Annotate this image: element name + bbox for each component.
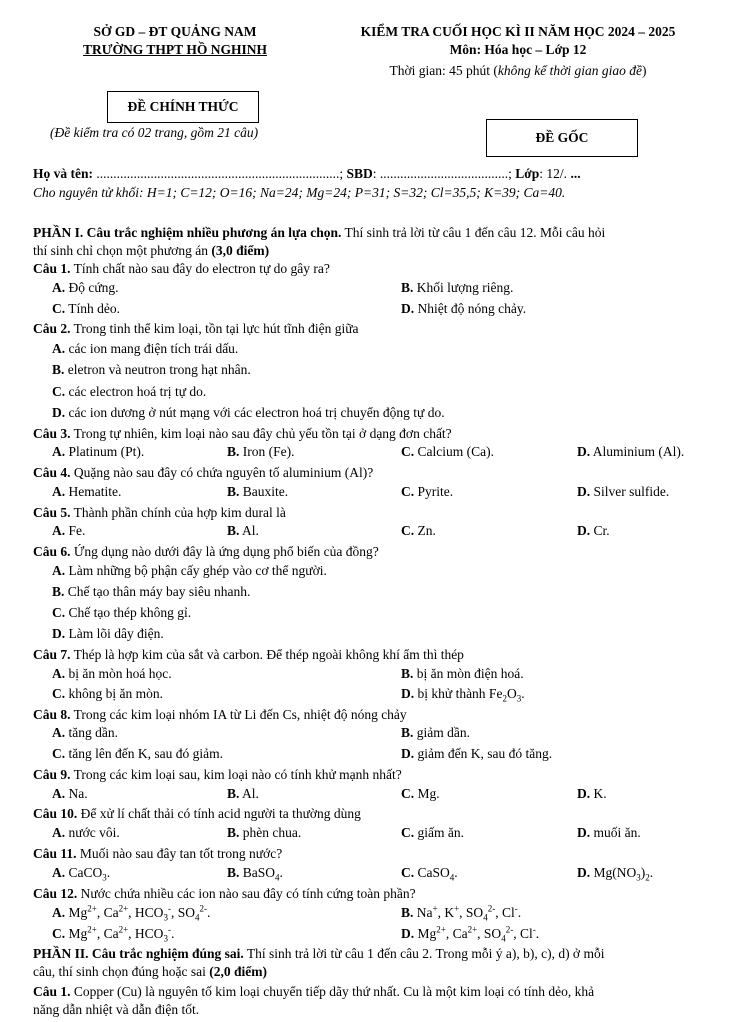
subscript: 2 xyxy=(645,872,650,883)
question-number: Câu 11. xyxy=(33,846,77,861)
option-text: Silver sulfide. xyxy=(590,484,670,499)
option-letter: D. xyxy=(577,825,591,840)
option-text: bị khử thành Fe xyxy=(414,686,503,701)
option-text: nước vôi. xyxy=(65,825,120,840)
q11-option-c[interactable] xyxy=(401,865,458,881)
question-text: Nước chứa nhiều các ion nào sau đây có tính cứng toàn phần? xyxy=(77,886,416,901)
option-text: giảm dần. xyxy=(413,725,471,740)
question-number: Câu 5. xyxy=(33,505,71,520)
superscript: 2+ xyxy=(118,903,129,914)
option-text: Platinum (Pt). xyxy=(65,444,145,459)
option-text: . xyxy=(170,926,175,941)
q3-option-b[interactable] xyxy=(227,444,295,460)
q3-option-d[interactable] xyxy=(577,444,684,460)
option-letter: C. xyxy=(401,865,415,880)
option-text: Độ cứng. xyxy=(65,280,119,295)
q8-option-b[interactable] xyxy=(401,725,470,741)
ion: , Cl xyxy=(495,905,515,920)
option-letter: A. xyxy=(52,484,66,499)
q6-option-c[interactable] xyxy=(52,605,191,621)
option-letter: D. xyxy=(401,746,415,761)
q2-option-b[interactable] xyxy=(52,362,251,378)
q12-option-a[interactable] xyxy=(52,905,210,921)
option-text: . xyxy=(517,905,522,920)
option-text: CaSO xyxy=(414,865,450,880)
subscript: 2 xyxy=(502,693,507,704)
option-letter: C. xyxy=(52,605,66,620)
option-text: phèn chua. xyxy=(239,825,302,840)
q7-option-b[interactable] xyxy=(401,666,524,682)
question-4 xyxy=(33,465,373,481)
question-text: Quặng nào sau đây có chứa nguyên tố aluminium (Al)? xyxy=(70,465,374,480)
option-letter: C. xyxy=(401,523,415,538)
option-letter: B. xyxy=(227,523,240,538)
option-text: Calcium (Ca). xyxy=(414,444,494,459)
q4-option-b[interactable] xyxy=(227,484,288,500)
q10-option-a[interactable] xyxy=(52,825,120,841)
official-exam-box xyxy=(107,91,259,123)
option-letter: B. xyxy=(227,786,240,801)
name-label: Họ và tên: xyxy=(33,166,93,181)
department-name: SỞ GD – ĐT QUẢNG NAM xyxy=(93,24,257,39)
option-letter: D. xyxy=(401,686,415,701)
atomic-masses: Cho nguyên tử khối: H=1; C=12; O=16; Na=24; Mg=24; P=31; S=32; Cl=35,5; K=39; Ca=40. xyxy=(33,185,566,200)
q11-option-b[interactable] xyxy=(227,865,283,881)
option-text: Zn. xyxy=(414,523,436,538)
option-letter: D. xyxy=(401,926,415,941)
part2-desc: Thí sinh trả lời từ câu 1 đến câu 2. Trong mỗi ý a), b), c), d) ở mỗi xyxy=(243,946,605,961)
part2-desc-2: câu, thí sinh chọn đúng hoặc sai xyxy=(33,964,210,979)
ion: , HCO xyxy=(128,905,164,920)
part1-heading xyxy=(33,225,605,241)
question-text: Để xử lí chất thải có tính acid người ta thường dùng xyxy=(77,806,361,821)
option-text: . xyxy=(279,865,283,880)
option-text: muối ăn. xyxy=(590,825,641,840)
question-text: Trong các kim loại sau, kim loại nào có tính khử mạnh nhất? xyxy=(70,767,402,782)
option-text: Khối lượng riêng. xyxy=(413,280,514,295)
ion: , SO xyxy=(170,905,195,920)
ion: Mg xyxy=(65,926,88,941)
question-number: Câu 7. xyxy=(33,647,71,662)
question-number: Câu 1. xyxy=(33,984,71,999)
superscript: 2+ xyxy=(87,924,97,935)
q9-option-d[interactable] xyxy=(577,786,607,802)
q2-option-a[interactable] xyxy=(52,341,238,357)
option-letter: B. xyxy=(52,584,65,599)
option-text: bị ăn mòn điện hoá. xyxy=(413,666,524,681)
school-name: TRƯỜNG THPT HỒ NGHINH xyxy=(83,42,267,57)
subscript: 4 xyxy=(194,912,200,923)
option-letter: D. xyxy=(52,626,66,641)
superscript: 2- xyxy=(487,903,496,914)
pages-note: (Đề kiểm tra có 02 trang, gồm 21 câu) xyxy=(50,125,259,140)
part2-question-1 xyxy=(33,984,594,1000)
superscript: 2+ xyxy=(87,903,97,914)
option-letter: A. xyxy=(52,444,66,459)
question-7 xyxy=(33,647,464,663)
option-letter: D. xyxy=(577,484,591,499)
q7-option-d[interactable] xyxy=(401,686,525,702)
part2-heading-line2 xyxy=(33,964,267,980)
superscript: + xyxy=(432,903,438,914)
time-prefix: Thời gian: 45 phút ( xyxy=(389,63,498,78)
student-info-line xyxy=(33,166,581,182)
subscript: 4 xyxy=(501,933,506,944)
option-letter: D. xyxy=(577,523,591,538)
option-text: Hematite. xyxy=(65,484,122,499)
option-text: BaSO xyxy=(239,865,276,880)
q1-option-b[interactable] xyxy=(401,280,513,296)
ion: , Cl xyxy=(513,926,533,941)
ion: , SO xyxy=(459,905,484,920)
q11-option-d[interactable] xyxy=(577,865,653,881)
question-text: Muối nào sau đây tan tốt trong nước? xyxy=(76,846,283,861)
question-number: Câu 6. xyxy=(33,544,71,559)
official-exam-label: ĐỀ CHÍNH THỨC xyxy=(127,99,239,114)
q1-option-c[interactable] xyxy=(52,301,120,317)
option-text: Làm lõi dây điện. xyxy=(65,626,164,641)
part2-points: (2,0 điểm) xyxy=(209,964,267,979)
option-letter: C. xyxy=(52,384,66,399)
q8-option-c[interactable] xyxy=(52,746,223,762)
q5-option-b[interactable] xyxy=(227,523,259,539)
q5-option-a[interactable] xyxy=(52,523,85,539)
ion: , Ca xyxy=(96,926,119,941)
option-letter: C. xyxy=(52,746,66,761)
q6-option-a[interactable] xyxy=(52,563,327,579)
exam-title: KIỂM TRA CUỐI HỌC KÌ II NĂM HỌC 2024 – 2025 xyxy=(360,24,676,39)
option-text: tăng dần. xyxy=(65,725,118,740)
question-number: Câu 4. xyxy=(33,465,71,480)
q4-option-d[interactable] xyxy=(577,484,669,500)
q6-option-d[interactable] xyxy=(52,626,164,642)
origin-exam-label: ĐỀ GỐC xyxy=(535,130,589,145)
subscript: 4 xyxy=(449,872,455,883)
subscript: 3 xyxy=(163,912,168,923)
ion: , K xyxy=(437,905,455,920)
option-letter: C. xyxy=(401,484,415,499)
question-10 xyxy=(33,806,361,822)
time-italic: không kể thời gian giao đề xyxy=(497,63,642,78)
option-letter: A. xyxy=(52,905,66,920)
option-letter: D. xyxy=(577,865,591,880)
option-letter: A. xyxy=(52,725,66,740)
option-text: Mg(NO xyxy=(590,865,637,880)
q2-option-c[interactable] xyxy=(52,384,206,400)
question-text: Trong tinh thể kim loại, tồn tại lực hút tĩnh điện giữa xyxy=(70,321,359,336)
q3-option-c[interactable] xyxy=(401,444,494,460)
q10-option-d[interactable] xyxy=(577,825,641,841)
part2-question-1-line2: năng dẫn nhiệt và dẫn điện tốt. xyxy=(33,1002,200,1017)
option-letter: B. xyxy=(401,725,414,740)
part1-heading-line2 xyxy=(33,243,269,259)
option-text: . xyxy=(649,865,654,880)
subscript: 4 xyxy=(275,872,280,883)
superscript: - xyxy=(514,903,518,914)
question-3 xyxy=(33,426,452,442)
q9-option-c[interactable] xyxy=(401,786,440,802)
class-label: Lớp xyxy=(515,166,540,181)
question-text: Tính chất nào sau đây do electron tự do gây ra? xyxy=(70,261,330,276)
subscript: 3 xyxy=(163,933,168,944)
option-letter: C. xyxy=(52,686,66,701)
option-letter: D. xyxy=(401,301,415,316)
option-letter: B. xyxy=(401,666,414,681)
q1-option-d[interactable] xyxy=(401,301,526,317)
part2-heading xyxy=(33,946,604,962)
q8-option-d[interactable] xyxy=(401,746,552,762)
option-text: Fe. xyxy=(65,523,86,538)
q4-option-c[interactable] xyxy=(401,484,453,500)
option-text: Chế tạo thép không gỉ. xyxy=(65,605,192,620)
question-text: Trong tự nhiên, kim loại nào sau đây chủ yếu tồn tại ở dạng đơn chất? xyxy=(70,426,452,441)
option-text: không bị ăn mòn. xyxy=(65,686,163,701)
q9-option-a[interactable] xyxy=(52,786,88,802)
superscript: - xyxy=(167,924,171,935)
question-text: Thành phần chính của hợp kim dural là xyxy=(70,505,286,520)
option-letter: A. xyxy=(52,523,66,538)
option-letter: B. xyxy=(401,905,414,920)
option-letter: A. xyxy=(52,666,66,681)
option-text: Cr. xyxy=(590,523,610,538)
option-text: các electron hoá trị tự do. xyxy=(65,384,207,399)
part1-points: (3,0 điểm) xyxy=(211,243,270,258)
q9-option-b[interactable] xyxy=(227,786,259,802)
option-text: các ion dương ở nút mạng với các electron hoá trị chuyển động tự do. xyxy=(65,405,445,420)
option-text: K. xyxy=(590,786,607,801)
question-11 xyxy=(33,846,282,862)
option-text: . xyxy=(454,865,458,880)
option-text: Na. xyxy=(65,786,88,801)
q4-option-a[interactable] xyxy=(52,484,121,500)
option-text: giảm đến K, sau đó tăng. xyxy=(414,746,553,761)
option-text: O xyxy=(506,686,517,701)
class-tail: ... xyxy=(570,166,581,181)
option-text: Làm những bộ phận cấy ghép vào cơ thể người. xyxy=(65,563,327,578)
option-text: Tính dẻo. xyxy=(65,301,120,316)
question-text: Ứng dụng nào dưới đây là ứng dụng phổ biến của đồng? xyxy=(70,544,379,559)
option-text: bị ăn mòn hoá học. xyxy=(65,666,172,681)
option-letter: A. xyxy=(52,786,66,801)
option-text: Iron (Fe). xyxy=(239,444,295,459)
option-text: giấm ăn. xyxy=(414,825,464,840)
part1-desc-2: thí sinh chỉ chọn một phương án xyxy=(33,243,212,258)
subscript: 4 xyxy=(483,912,488,923)
option-letter: C. xyxy=(401,444,415,459)
q11-option-a[interactable] xyxy=(52,865,110,881)
subscript: 3 xyxy=(102,872,107,883)
option-letter: B. xyxy=(227,865,240,880)
option-text: eletron và neutron trong hạt nhân. xyxy=(64,362,251,377)
superscript: 2+ xyxy=(436,924,446,935)
q7-option-a[interactable] xyxy=(52,666,172,682)
class-value: : 12/. xyxy=(539,166,571,181)
option-letter: A. xyxy=(52,563,66,578)
option-letter: A. xyxy=(52,825,66,840)
option-text: Aluminium (Al). xyxy=(590,444,685,459)
option-letter: C. xyxy=(52,301,66,316)
ion: , HCO xyxy=(128,926,164,941)
superscript: 2- xyxy=(505,924,514,935)
option-letter: A. xyxy=(52,341,66,356)
option-letter: B. xyxy=(401,280,414,295)
q3-option-a[interactable] xyxy=(52,444,144,460)
part1-desc: Thí sinh trả lời từ câu 1 đến câu 12. Mỗi câu hỏi xyxy=(341,225,606,240)
ion: , Ca xyxy=(445,926,468,941)
question-number: Câu 12. xyxy=(33,886,78,901)
option-letter: C. xyxy=(401,786,415,801)
question-2 xyxy=(33,321,359,337)
option-text: Pyrite. xyxy=(414,484,454,499)
question-number: Câu 3. xyxy=(33,426,71,441)
option-text: . xyxy=(206,905,211,920)
option-letter: B. xyxy=(227,444,240,459)
q6-option-b[interactable] xyxy=(52,584,250,600)
option-text: ) xyxy=(640,865,646,880)
option-letter: B. xyxy=(52,362,65,377)
ion: Mg xyxy=(65,905,88,920)
question-8 xyxy=(33,707,407,723)
question-12 xyxy=(33,886,416,902)
q1-option-a[interactable] xyxy=(52,280,119,296)
q12-option-b[interactable] xyxy=(401,905,521,921)
option-text: Al. xyxy=(239,786,259,801)
question-number: Câu 1. xyxy=(33,261,71,276)
time-line xyxy=(318,63,718,79)
question-5 xyxy=(33,505,286,521)
question-9 xyxy=(33,767,402,783)
option-letter: A. xyxy=(52,865,66,880)
option-text: . xyxy=(521,686,525,701)
option-letter: D. xyxy=(52,405,66,420)
option-text: Mg. xyxy=(414,786,440,801)
name-blank[interactable]: ........................................................................; xyxy=(93,166,347,181)
sbd-label: SBD xyxy=(346,166,373,181)
q5-option-d[interactable] xyxy=(577,523,610,539)
q7-option-c[interactable] xyxy=(52,686,163,702)
superscript: 2- xyxy=(199,903,207,914)
option-text: Nhiệt độ nóng chảy. xyxy=(414,301,527,316)
question-1 xyxy=(33,261,330,277)
subscript: 3 xyxy=(636,872,641,883)
option-text: tăng lên đến K, sau đó giảm. xyxy=(65,746,223,761)
part2-title: PHẦN II. Câu trắc nghiệm đúng sai. xyxy=(33,946,244,961)
option-letter: B. xyxy=(227,825,240,840)
ion: , Ca xyxy=(96,905,119,920)
superscript: + xyxy=(454,903,460,914)
option-letter: D. xyxy=(577,786,591,801)
option-text: CaCO xyxy=(65,865,103,880)
question-text: Trong các kim loại nhóm IA từ Li đến Cs, nhiệt độ nóng chảy xyxy=(70,707,407,722)
option-text: các ion mang điện tích trái dấu. xyxy=(65,341,239,356)
subscript: 3 xyxy=(516,693,522,704)
question-number: Câu 2. xyxy=(33,321,71,336)
option-text: Chế tạo thân máy bay siêu nhanh. xyxy=(64,584,251,599)
superscript: - xyxy=(167,903,171,914)
q10-option-c[interactable] xyxy=(401,825,464,841)
subject-line: Môn: Hóa học – Lớp 12 xyxy=(449,42,587,57)
option-letter: C. xyxy=(52,926,66,941)
question-text: Copper (Cu) là nguyên tố kim loại chuyển tiếp dãy thứ nhất. Cu là một kim loại có tính dẻo, khả xyxy=(70,984,595,999)
q5-option-c[interactable] xyxy=(401,523,436,539)
option-letter: C. xyxy=(401,825,415,840)
superscript: 2+ xyxy=(467,924,478,935)
q8-option-a[interactable] xyxy=(52,725,118,741)
ion: , SO xyxy=(477,926,502,941)
superscript: - xyxy=(532,924,536,935)
option-letter: B. xyxy=(227,484,240,499)
sbd-blank[interactable]: : ......................................; xyxy=(372,166,516,181)
option-text: Al. xyxy=(239,523,259,538)
question-text: Thép là hợp kim của sắt và carbon. Để thép ngoài không khí ẩm thì thép xyxy=(70,647,464,662)
ion: Mg xyxy=(414,926,437,941)
question-number: Câu 9. xyxy=(33,767,71,782)
part1-title: PHẦN I. Câu trắc nghiệm nhiều phương án lựa chọn. xyxy=(33,225,342,240)
time-suffix: ) xyxy=(641,63,647,78)
option-text: . xyxy=(535,926,540,941)
question-6 xyxy=(33,544,379,560)
ion: Na xyxy=(413,905,433,920)
option-letter: D. xyxy=(577,444,591,459)
superscript: 2+ xyxy=(118,924,129,935)
origin-exam-box xyxy=(486,119,638,157)
q2-option-d[interactable] xyxy=(52,405,445,421)
q12-option-c[interactable] xyxy=(52,926,174,942)
option-text: Bauxite. xyxy=(239,484,289,499)
option-text: . xyxy=(106,865,111,880)
question-number: Câu 8. xyxy=(33,707,71,722)
q10-option-b[interactable] xyxy=(227,825,301,841)
question-number: Câu 10. xyxy=(33,806,78,821)
option-letter: A. xyxy=(52,280,66,295)
q12-option-d[interactable] xyxy=(401,926,539,942)
